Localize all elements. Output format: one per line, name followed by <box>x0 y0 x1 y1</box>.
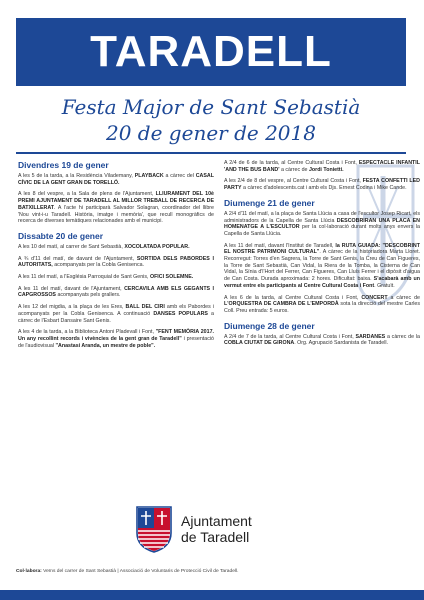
event-text: . Org. Agrupació Sardanista de Taradell. <box>294 340 389 347</box>
event-entry <box>18 329 214 349</box>
event-highlight: SORTIDA DELS PABORDES I AUTORITATS, <box>18 255 215 269</box>
day-heading-saturday: Dissabte 20 de gener <box>18 230 104 241</box>
event-highlight: CERCAVILA AMB ELS GEGANTS I CAPGROSSOS <box>18 285 214 299</box>
day-heading-friday: Divendres 19 de gener <box>18 160 109 170</box>
event-highlight: "FENT MEMÒRIA 2017. Un any recollint records i vivències de la gent gran de Taradell" <box>18 329 214 342</box>
event-highlight: OFICI SOLEMNE. <box>149 274 194 281</box>
logo-line-2: de Taradell <box>181 529 250 545</box>
left-column <box>18 160 214 354</box>
event-text: a càrrec d'adolescents.cat i amb els Djs. Ernest Codina i Mike Cande. <box>241 185 407 192</box>
event-text: A les 11 del matí, a l'Església Parroquial de Sant Genis, <box>18 274 149 281</box>
event-entry <box>224 211 420 238</box>
event-text: a càrrec de <box>279 166 309 173</box>
event-entry <box>18 274 214 281</box>
bottom-bar <box>0 590 424 600</box>
event-text: A les 12 del migdia, a la plaça de les Eres, <box>18 304 124 311</box>
logo-line-1: Ajuntament <box>181 513 252 529</box>
event-highlight: CASAL CÍVIC DE LA GENT GRAN DE TORELLÓ. <box>18 173 214 186</box>
day-heading-sunday-28: Diumenge 28 de gener <box>224 320 315 331</box>
footer-text: Veïns del carrer de Sant Sebastià | Associació de Voluntaris de Protecció Civil de Taradell. <box>41 569 239 574</box>
council-logo <box>135 505 252 553</box>
right-column <box>224 160 420 352</box>
event-entry <box>224 160 420 173</box>
event-text: A les 8 del vespre, a la Sala de plens de l'Ajuntament, <box>18 191 154 198</box>
event-highlight: FESTA CONFETTI LED PARTY <box>224 178 420 192</box>
event-text: A les 10 del matí, al carrer de Sant Sebastià, <box>18 243 123 250</box>
event-text: . A l'acte hi participarà Salvador Solagran, coordinador del llibre 'Nou vint-i-u Taradell. Història, imatge i memòria', que recull monogràfics de recerca de diverses temàtiques relacionades amb el municipi. <box>18 204 214 225</box>
event-text: a càrrec de la <box>385 333 420 340</box>
day-heading-sunday-21: Diumenge 21 de gener <box>224 197 315 208</box>
event-entry <box>18 286 214 299</box>
event-highlight: Jordi Tonietti. <box>308 166 344 173</box>
event-highlight: ESPECTACLE INFANTIL 'AND THE BUS BAND' <box>224 160 420 173</box>
event-entry <box>18 256 214 269</box>
event-highlight: CONCERT <box>361 294 388 301</box>
event-entry <box>18 173 214 186</box>
event-highlight: la RUTA GUIADA: "DESCOBRINT EL NOSTRE PATRIMONI CULTURAL" <box>224 242 420 256</box>
event-text: A les 11 del matí, davant l'Institut de Taradell, <box>224 242 334 249</box>
event-highlight: SARDANES <box>355 333 386 340</box>
event-text: A 2/4 de 6 de la tarda, al Centre Cultural Costa i Font, <box>224 160 357 166</box>
event-highlight: "Anastasi Aranda, un mestre de poble". <box>55 342 156 349</box>
page-title: TARADELL <box>90 27 332 76</box>
event-entry <box>18 304 214 324</box>
event-text: . A càrrec de la historiadora Marta Lloret. Recorregut: Torres d'en Sagrera, la Torre de Sant Genis, la Creu de Can Figueres, la Torre de Sant Sebastià, Can Vidal, la Riera de la Tomba, la Cisterna de Can Vidal, la Sínia d'l'Hort del Ferrer, Can Figueres, Can Lluís Ferrer i el dipòsit d'aigua de Can Costa. Durada aproximada: 2 hores. Dificultat: baixa. <box>224 249 421 283</box>
event-highlight: L'ORQUESTRA DE CAMBRA DE L'EMPORDÀ <box>224 301 339 308</box>
event-text: sota la direcció del mestre Carles Coll. Preu entrada: 5 euros. <box>224 301 421 314</box>
event-highlight: LLIURAMENT DEL 10è PREMI AJUNTAMENT DE TARADELL AL MILLOR TREBALL DE RECERCA DE BATXILLERAT <box>18 191 214 211</box>
event-text: a càrrec de <box>387 294 420 301</box>
header-banner <box>16 18 406 86</box>
event-text: A les 5 de la tarda, a la Residència Vilademany, <box>18 173 133 179</box>
event-text: A 2/4 de 7 de la tarda, al Centre Cultural Costa i Font, <box>224 333 354 340</box>
event-entry <box>224 243 420 290</box>
event-text: A les 2/4 de 8 del vespre, al Centre Cultural Costa i Font, <box>224 178 361 185</box>
event-entry <box>18 244 214 251</box>
logo-text <box>181 513 252 545</box>
event-text: a càrrec de l'Esbart Dansaire Sant Genis. <box>18 310 214 324</box>
event-highlight: S'acabarà amb un vermut entre els participants al Centre Cultural Costa i Font <box>224 276 420 289</box>
event-text: acompanyats pels grallers. <box>55 292 121 299</box>
festival-title: Festa Major de Sant Sebastià <box>61 95 361 119</box>
festival-date: 20 de gener de 2018 <box>106 121 316 145</box>
event-entry <box>224 334 420 347</box>
event-entry <box>18 191 214 225</box>
event-highlight: DANSES POPULARS <box>153 310 208 317</box>
event-text: a càrrec del <box>163 173 196 179</box>
coat-of-arms-icon <box>135 505 173 553</box>
event-text: i presentació de l'audiovisual <box>18 335 214 349</box>
event-highlight: DESCOBRIRAN UNA PLACA EN HOMENATGE A L'ESCULTOR <box>224 217 420 231</box>
event-highlight: BALL DEL CIRI <box>125 304 165 311</box>
event-text: A les 11 del matí, davant de l'Ajuntament, <box>18 285 122 292</box>
event-text: per la col·laboració durant molts anys envers la Capella de Santa Llúcia. <box>224 224 420 237</box>
event-text: acompanyats per la Cobla Genisenca. <box>52 262 145 269</box>
event-text: A les 6 de la tarda, al Centre Cultural Costa i Font, <box>224 294 359 301</box>
event-highlight: PLAYBACK <box>134 173 164 179</box>
event-entry <box>224 295 420 315</box>
event-highlight: COBLA CIUTAT DE GIRONA <box>224 340 295 347</box>
event-entry <box>224 178 420 191</box>
event-text: . Gratuït. <box>374 282 395 289</box>
header-divider <box>16 152 406 154</box>
event-text: A 2/4 d'11 del matí, a la plaça de Santa Llúcia a casa de l'escultor Josep Ricart, els administradors de la Capella de Santa Llúcia <box>224 210 420 224</box>
footer-label: Col·labora: <box>16 569 42 574</box>
footer-credits <box>16 569 238 574</box>
event-text: amb els Pabordes i acompanyats per la Cobla Genisenca. A continuació <box>18 304 214 317</box>
event-text: A les 4 de la tarda, a la Biblioteca Antoni Pladevall i Font, <box>18 329 154 336</box>
event-highlight: XOCOLATADA POPULAR. <box>124 243 190 250</box>
event-text: A ¾ d'11 del matí, de davant de l'Ajuntament, <box>18 255 135 262</box>
